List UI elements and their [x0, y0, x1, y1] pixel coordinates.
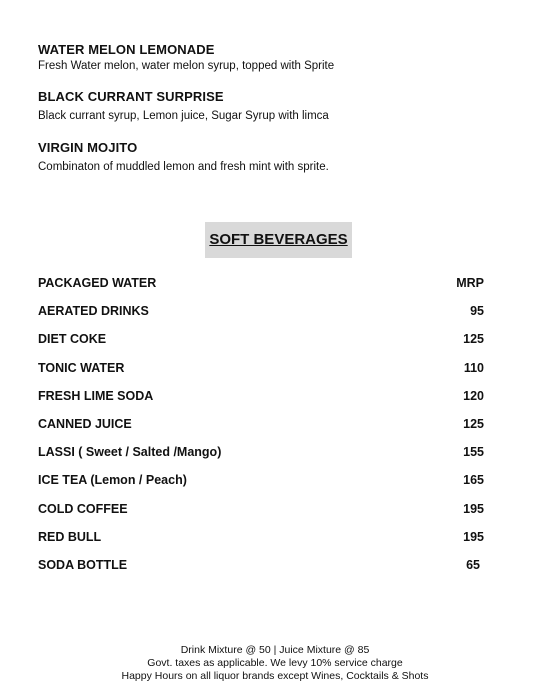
beverage-name: DIET COKE	[38, 332, 107, 346]
beverage-price: 65	[466, 558, 480, 572]
beverage-price: 165	[463, 473, 484, 487]
beverage-name: PACKAGED WATER	[38, 276, 157, 290]
beverage-row	[38, 304, 484, 322]
beverage-name: TONIC WATER	[38, 361, 125, 375]
beverage-price: 195	[463, 530, 484, 544]
footer-line-mixture: Drink Mixture @ 50 | Juice Mixture @ 85	[180, 644, 370, 656]
footer-line-taxes: Govt. taxes as applicable. We levy 10% service charge	[147, 657, 403, 669]
beverage-name: LASSI ( Sweet / Salted /Mango)	[38, 445, 222, 459]
drink-description: Fresh Water melon, water melon syrup, topped with Sprite	[38, 60, 335, 72]
beverage-price: 120	[463, 389, 484, 403]
section-title: SOFT BEVERAGES	[209, 231, 348, 248]
beverage-row	[38, 361, 484, 379]
beverage-price: 110	[463, 361, 484, 375]
beverage-name: FRESH LIME SODA	[38, 389, 154, 403]
beverage-price: 125	[463, 417, 484, 431]
drink-description: Combinaton of muddled lemon and fresh mint with sprite.	[38, 161, 329, 173]
beverage-row	[38, 473, 484, 491]
drink-name: WATER MELON LEMONADE	[38, 42, 215, 57]
drink-item-virgin-mojito	[38, 140, 518, 173]
beverage-row	[38, 417, 484, 435]
beverage-price: 95	[470, 304, 484, 318]
drink-item-water-melon-lemonade	[38, 42, 518, 72]
beverage-name: SODA BOTTLE	[38, 558, 128, 572]
beverage-row	[38, 530, 484, 548]
beverage-row	[38, 445, 484, 463]
beverage-price: 195	[463, 502, 484, 516]
beverage-row	[38, 276, 484, 294]
beverage-name: ICE TEA (Lemon / Peach)	[38, 473, 187, 487]
beverage-price: 125	[463, 332, 484, 346]
drink-item-black-currant-surprise	[38, 89, 518, 122]
drink-name: BLACK CURRANT SURPRISE	[38, 89, 224, 104]
beverage-name: RED BULL	[38, 530, 102, 544]
beverage-row	[38, 389, 484, 407]
beverage-row	[38, 502, 484, 520]
beverage-name: AERATED DRINKS	[38, 304, 149, 318]
footer-notes	[0, 644, 550, 683]
section-header	[205, 222, 352, 258]
beverage-price: 155	[463, 445, 484, 459]
beverage-row	[38, 558, 484, 576]
beverage-price: MRP	[456, 276, 484, 290]
beverage-name: CANNED JUICE	[38, 417, 132, 431]
drink-description: Black currant syrup, Lemon juice, Sugar Syrup with limca	[38, 110, 329, 122]
drink-name: VIRGIN MOJITO	[38, 140, 138, 155]
footer-line-happy-hours: Happy Hours on all liquor brands except Wines, Cocktails & Shots	[121, 670, 429, 682]
beverage-row	[38, 332, 484, 350]
beverage-name: COLD COFFEE	[38, 502, 128, 516]
